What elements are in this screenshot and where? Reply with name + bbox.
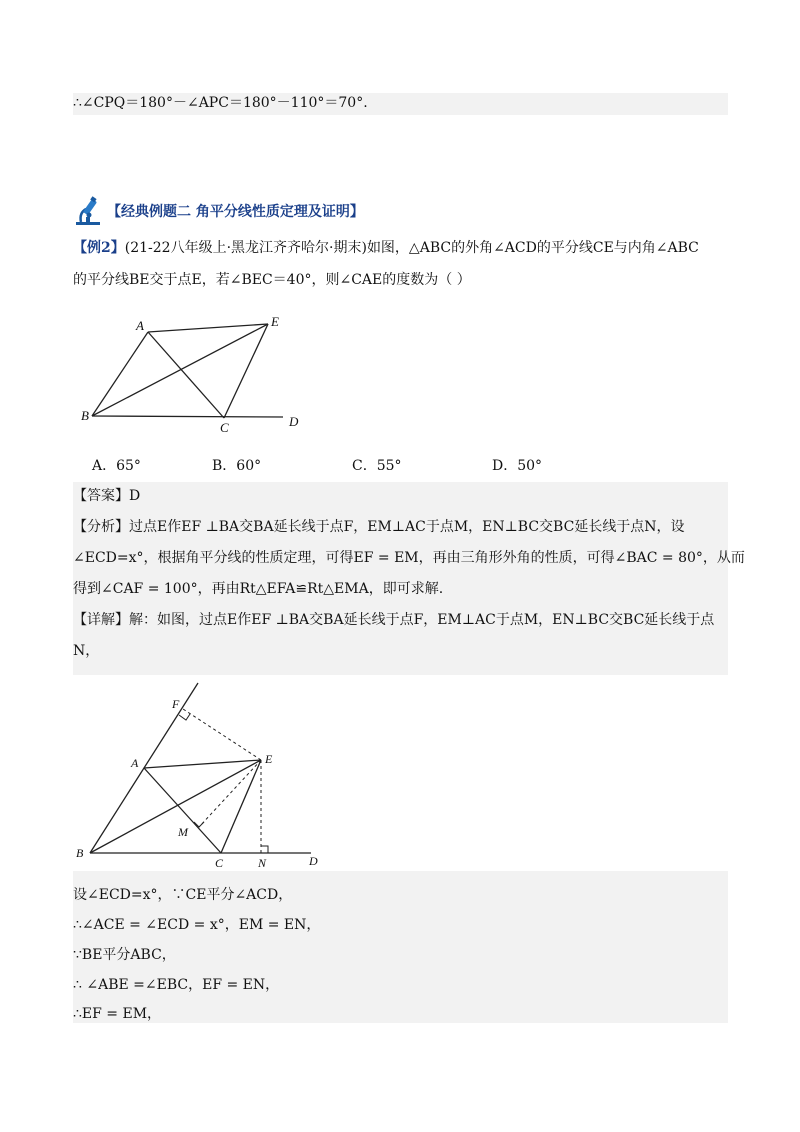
answer-value: D — [129, 488, 141, 504]
label-n: N — [258, 856, 267, 870]
example-line-1 — [73, 238, 728, 258]
segment-ae — [144, 760, 261, 768]
previous-conclusion — [73, 93, 728, 115]
analysis-text-2: ∠ECD=x°，根据角平分线的性质定理，可得EF = EM，再由三角形外角的性质，可得∠BAC = 80°，从而 — [73, 550, 745, 566]
label-a: A — [136, 318, 144, 333]
analysis-line-1 — [73, 517, 728, 537]
answer-options — [92, 455, 652, 475]
section-title: 【经典例题二 角平分线性质定理及证明】 — [107, 204, 364, 220]
segment-ae — [148, 324, 268, 332]
segment-ab — [92, 332, 148, 416]
example-text: 如图，△ABC的外角∠ACD的平分线CE与内角∠ABC — [366, 240, 699, 256]
segment-ce — [221, 760, 261, 853]
step-line-1 — [73, 885, 728, 905]
label-b: B — [81, 408, 89, 423]
figure-triangle-2 — [73, 675, 328, 870]
dashed-em — [199, 760, 261, 827]
segment-be — [92, 324, 268, 416]
step-line-4 — [73, 975, 728, 995]
dashed-ef — [183, 709, 261, 760]
microscope-icon — [73, 195, 105, 227]
option-a[interactable]: A．65° — [92, 458, 141, 474]
segment-ce — [224, 324, 268, 418]
example-text-2: 的平分线BE交于点E，若∠BEC＝40°，则∠CAE的度数为（ ） — [73, 272, 471, 288]
label-d: D — [309, 854, 318, 868]
previous-conclusion-text: ∴∠CPQ＝180°－∠APC＝180°－110°＝70°. — [73, 95, 368, 111]
detail-line-1 — [73, 610, 728, 630]
step-text-3: ∵BE平分ABC， — [73, 947, 176, 963]
segment-be — [90, 760, 261, 853]
step-line-2 — [73, 915, 728, 935]
detail-text-1: 解：如图，过点E作EF ⊥BA交BA延长线于点F，EM⊥AC于点M，EN⊥BC交BC延长线于点 — [129, 612, 715, 628]
step-line-3 — [73, 945, 728, 965]
step-text-5: ∴EF = EM， — [73, 1006, 162, 1022]
label-d: D — [289, 414, 299, 429]
analysis-text-3: 得到∠CAF = 100°，再由Rt△EFA≌Rt△EMA，即可求解. — [73, 581, 444, 597]
label-e: E — [265, 752, 273, 766]
label-b: B — [76, 846, 84, 860]
detail-text-2: N， — [73, 643, 100, 659]
answer-label: 【答案】 — [73, 488, 129, 504]
example-line-2 — [73, 270, 728, 290]
label-c: C — [215, 856, 224, 870]
figure-triangle-1 — [78, 312, 318, 437]
detail-line-2 — [73, 641, 728, 661]
answer-line — [73, 486, 728, 506]
step-text-2: ∴∠ACE = ∠ECD = x°，EM = EN， — [73, 917, 321, 933]
example-label: 【例2】 — [73, 240, 125, 256]
right-angle-f — [179, 714, 190, 720]
step-text-4: ∴ ∠ABE =∠EBC，EF = EN， — [73, 977, 280, 993]
label-a: A — [131, 756, 139, 770]
analysis-text-1: 过点E作EF ⊥BA交BA延长线于点F，EM⊥AC于点M，EN⊥BC交BC延长线于点N，设 — [129, 519, 685, 535]
label-c: C — [220, 420, 229, 435]
example-source: (21-22八年级上·黑龙江齐齐哈尔·期末) — [124, 240, 367, 256]
option-d[interactable]: D．50° — [492, 458, 543, 474]
label-m: M — [178, 825, 188, 839]
section-heading — [73, 194, 364, 228]
segment-bd — [92, 416, 283, 417]
analysis-label: 【分析】 — [73, 519, 129, 535]
option-c[interactable]: C．55° — [352, 458, 402, 474]
step-text-1: 设∠ECD=x°，∵CE平分∠ACD， — [73, 887, 293, 903]
label-f: F — [172, 697, 180, 711]
detail-label: 【详解】 — [73, 612, 129, 628]
segment-ac — [144, 768, 221, 853]
segment-ac — [148, 332, 224, 418]
label-e: E — [271, 314, 279, 329]
analysis-line-3 — [73, 579, 728, 599]
analysis-line-2 — [73, 548, 745, 568]
right-angle-n — [261, 846, 268, 853]
step-line-5 — [73, 1004, 728, 1024]
option-b[interactable]: B．60° — [212, 458, 262, 474]
